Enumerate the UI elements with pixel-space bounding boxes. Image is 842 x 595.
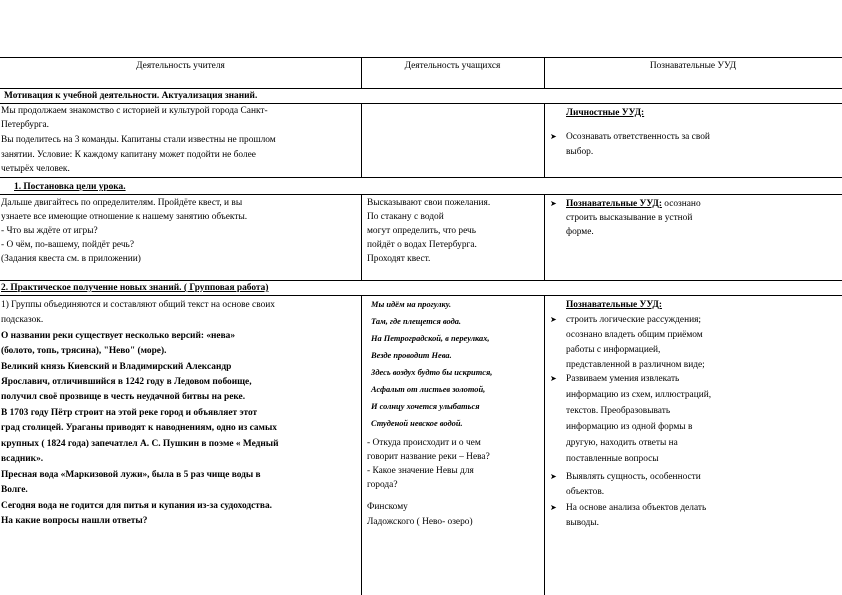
section3-title: 2. Практическое получение новых знаний. ( Групповая работа)	[1, 283, 269, 293]
column-divider-2-s3	[544, 295, 545, 595]
section3-teacher-line: Волге.	[1, 485, 28, 495]
section2-student-line: Высказывают свои пожелания.	[367, 198, 491, 208]
section3-uud-item: выводы.	[566, 518, 599, 528]
bullet-arrow-icon: ➤	[550, 503, 557, 512]
section1-teacher-line: Петербурга.	[1, 120, 50, 130]
section3-teacher-line: Пресная вода «Маркизовой лужи», была в 5 раз чище воды в	[1, 470, 261, 480]
section2-uud-text: осознано	[661, 199, 701, 209]
student-answer-line: Финскому	[367, 502, 408, 512]
bullet-arrow-icon: ➤	[550, 472, 557, 481]
column-divider-2-s2	[544, 194, 545, 280]
section1-uud-item: Осознавать ответственность за свой	[566, 132, 710, 142]
section3-teacher-line: подсказок.	[1, 315, 44, 325]
student-question-line: - Откуда происходит и о чем	[367, 438, 481, 448]
poem-line: Студеной невское водой.	[371, 419, 463, 428]
section1-teacher-line: занятии. Условие: К каждому капитану может подойти не более	[1, 150, 256, 160]
section3-uud-item: информацию из схем, иллюстраций,	[566, 390, 712, 400]
section2-title-bottom	[0, 194, 842, 195]
poem-line: Асфальт от листьев золотой,	[371, 385, 486, 394]
section3-uud-item: На основе анализа объектов делать	[566, 503, 707, 513]
section3-uud-item: строить логические рассуждения;	[566, 315, 702, 325]
section3-uud-item: текстов. Преобразовывать	[566, 406, 671, 416]
section1-teacher-line: Мы продолжаем знакомство с историей и культурой города Санкт-	[1, 106, 268, 116]
section1-title: Мотивация к учебной деятельности. Актуализация знаний.	[4, 91, 258, 101]
section3-uud-item: объектов.	[566, 487, 605, 497]
student-question-line: говорит название реки – Нева?	[367, 452, 490, 462]
section2-student-line: Проходят квест.	[367, 254, 431, 264]
section3-uud-item: работы с информацией,	[566, 345, 661, 355]
section3-uud-item: Выявлять сущность, особенности	[566, 472, 701, 482]
section3-uud-item: представленной в различном виде;	[566, 360, 705, 370]
column-divider-1-s3	[361, 295, 362, 595]
section1-teacher-line: Вы поделитесь на 3 команды. Капитаны стали известны не прошлом	[1, 135, 276, 145]
bullet-arrow-icon: ➤	[550, 199, 557, 208]
section3-uud-heading: Познавательные УУД:	[566, 300, 662, 310]
section2-teacher-line: Дальше двигайтесь по определителям. Пройдёте квест, и вы	[1, 198, 243, 208]
section2-title: 1. Постановка цели урока.	[14, 182, 126, 192]
poem-line: Там, где плещется вода.	[371, 317, 462, 326]
bullet-arrow-icon: ➤	[550, 132, 557, 141]
section3-teacher-line: Сегодня вода не годится для питья и купания из-за судоходства.	[1, 501, 273, 511]
section3-teacher-line: 1) Группы объединяются и составляют общий текст на основе своих	[1, 300, 275, 310]
section2-teacher-line: узнаете все имеющие отношение к нашему занятию объекты.	[1, 212, 248, 222]
section3-teacher-line: град столицей. Ураганы приводят к наводнениям, одно из самых	[1, 423, 277, 433]
section3-teacher-line: всадник».	[1, 454, 44, 464]
poem-line: И солнцу хочется улыбаться	[371, 402, 480, 411]
section2-student-line: пойдёт о водах Петербурга.	[367, 240, 477, 250]
section3-uud-item: осознано владеть общим приёмом	[566, 330, 703, 340]
header-teacher: Деятельность учителя	[136, 61, 225, 71]
section2-student-line: По стакану с водой	[367, 212, 444, 222]
section3-teacher-line: (болото, топь, трясина), "Нево" (море).	[1, 346, 167, 356]
poem-line: Мы идём на прогулку.	[371, 300, 452, 309]
section2-student-line: могут определить, что речь	[367, 226, 477, 236]
section3-uud-item: Развиваем умения извлекать	[566, 374, 680, 384]
section1-uud-heading: Личностные УУД:	[566, 108, 645, 118]
header-students: Деятельность учащихся	[404, 61, 501, 71]
section2-uud-first-line	[566, 197, 701, 211]
poem-line: Здесь воздух будто бы искрится,	[371, 368, 493, 377]
section3-teacher-line: Великий князь Киевский и Владимирский Александр	[1, 362, 232, 372]
section3-teacher-line: В 1703 году Пётр строит на этой реке город и объявляет этот	[1, 408, 258, 418]
section1-uud-item: выбор.	[566, 147, 594, 157]
table-border-top	[0, 57, 842, 58]
section2-teacher-line: - О чём, по-вашему, пойдёт речь?	[1, 240, 134, 250]
column-divider-2-s1	[544, 103, 545, 177]
section2-uud-heading: Познавательные УУД:	[566, 199, 662, 209]
section1-bottom	[0, 177, 842, 178]
header-uud: Познавательные УУД	[649, 61, 737, 71]
student-question-line: - Какое значение Невы для	[367, 466, 474, 476]
section3-uud-item: информацию из одной формы в	[566, 422, 693, 432]
section3-teacher-line: О названии реки существует несколько версий: «нева»	[1, 331, 236, 341]
section3-uud-item: поставленные вопросы	[566, 454, 659, 464]
section2-uud-line: строить высказывание в устной	[566, 213, 693, 223]
section2-teacher-line: - Что вы ждёте от игры?	[1, 226, 98, 236]
bullet-arrow-icon: ➤	[550, 315, 557, 324]
section3-teacher-line: На какие вопросы нашли ответы?	[1, 516, 148, 526]
section3-teacher-line: Ярославич, отличившийся в 1242 году в Ледовом побоище,	[1, 377, 252, 387]
section1-teacher-line: четырёх человек.	[1, 164, 70, 174]
student-answer-line: Ладожского ( Нево- озеро)	[367, 517, 473, 527]
section2-uud-line: форме.	[566, 227, 594, 237]
poem-line: На Петроградской, в переулках,	[371, 334, 490, 343]
student-question-line: города?	[367, 480, 398, 490]
column-divider-1-s1	[361, 103, 362, 177]
section3-teacher-line: крупных ( 1824 года) запечатлел А. С. Пушкин в поэме « Медный	[1, 439, 279, 449]
poem-line: Везде проводит Нева.	[371, 351, 452, 360]
section2-teacher-line: (Задания квеста см. в приложении)	[1, 254, 141, 264]
column-divider-1-s2	[361, 194, 362, 280]
section3-teacher-line: получил своё прозвище в честь неудачной битвы на реке.	[1, 392, 246, 402]
section3-uud-item: другую, находить ответы на	[566, 438, 678, 448]
bullet-arrow-icon: ➤	[550, 374, 557, 383]
